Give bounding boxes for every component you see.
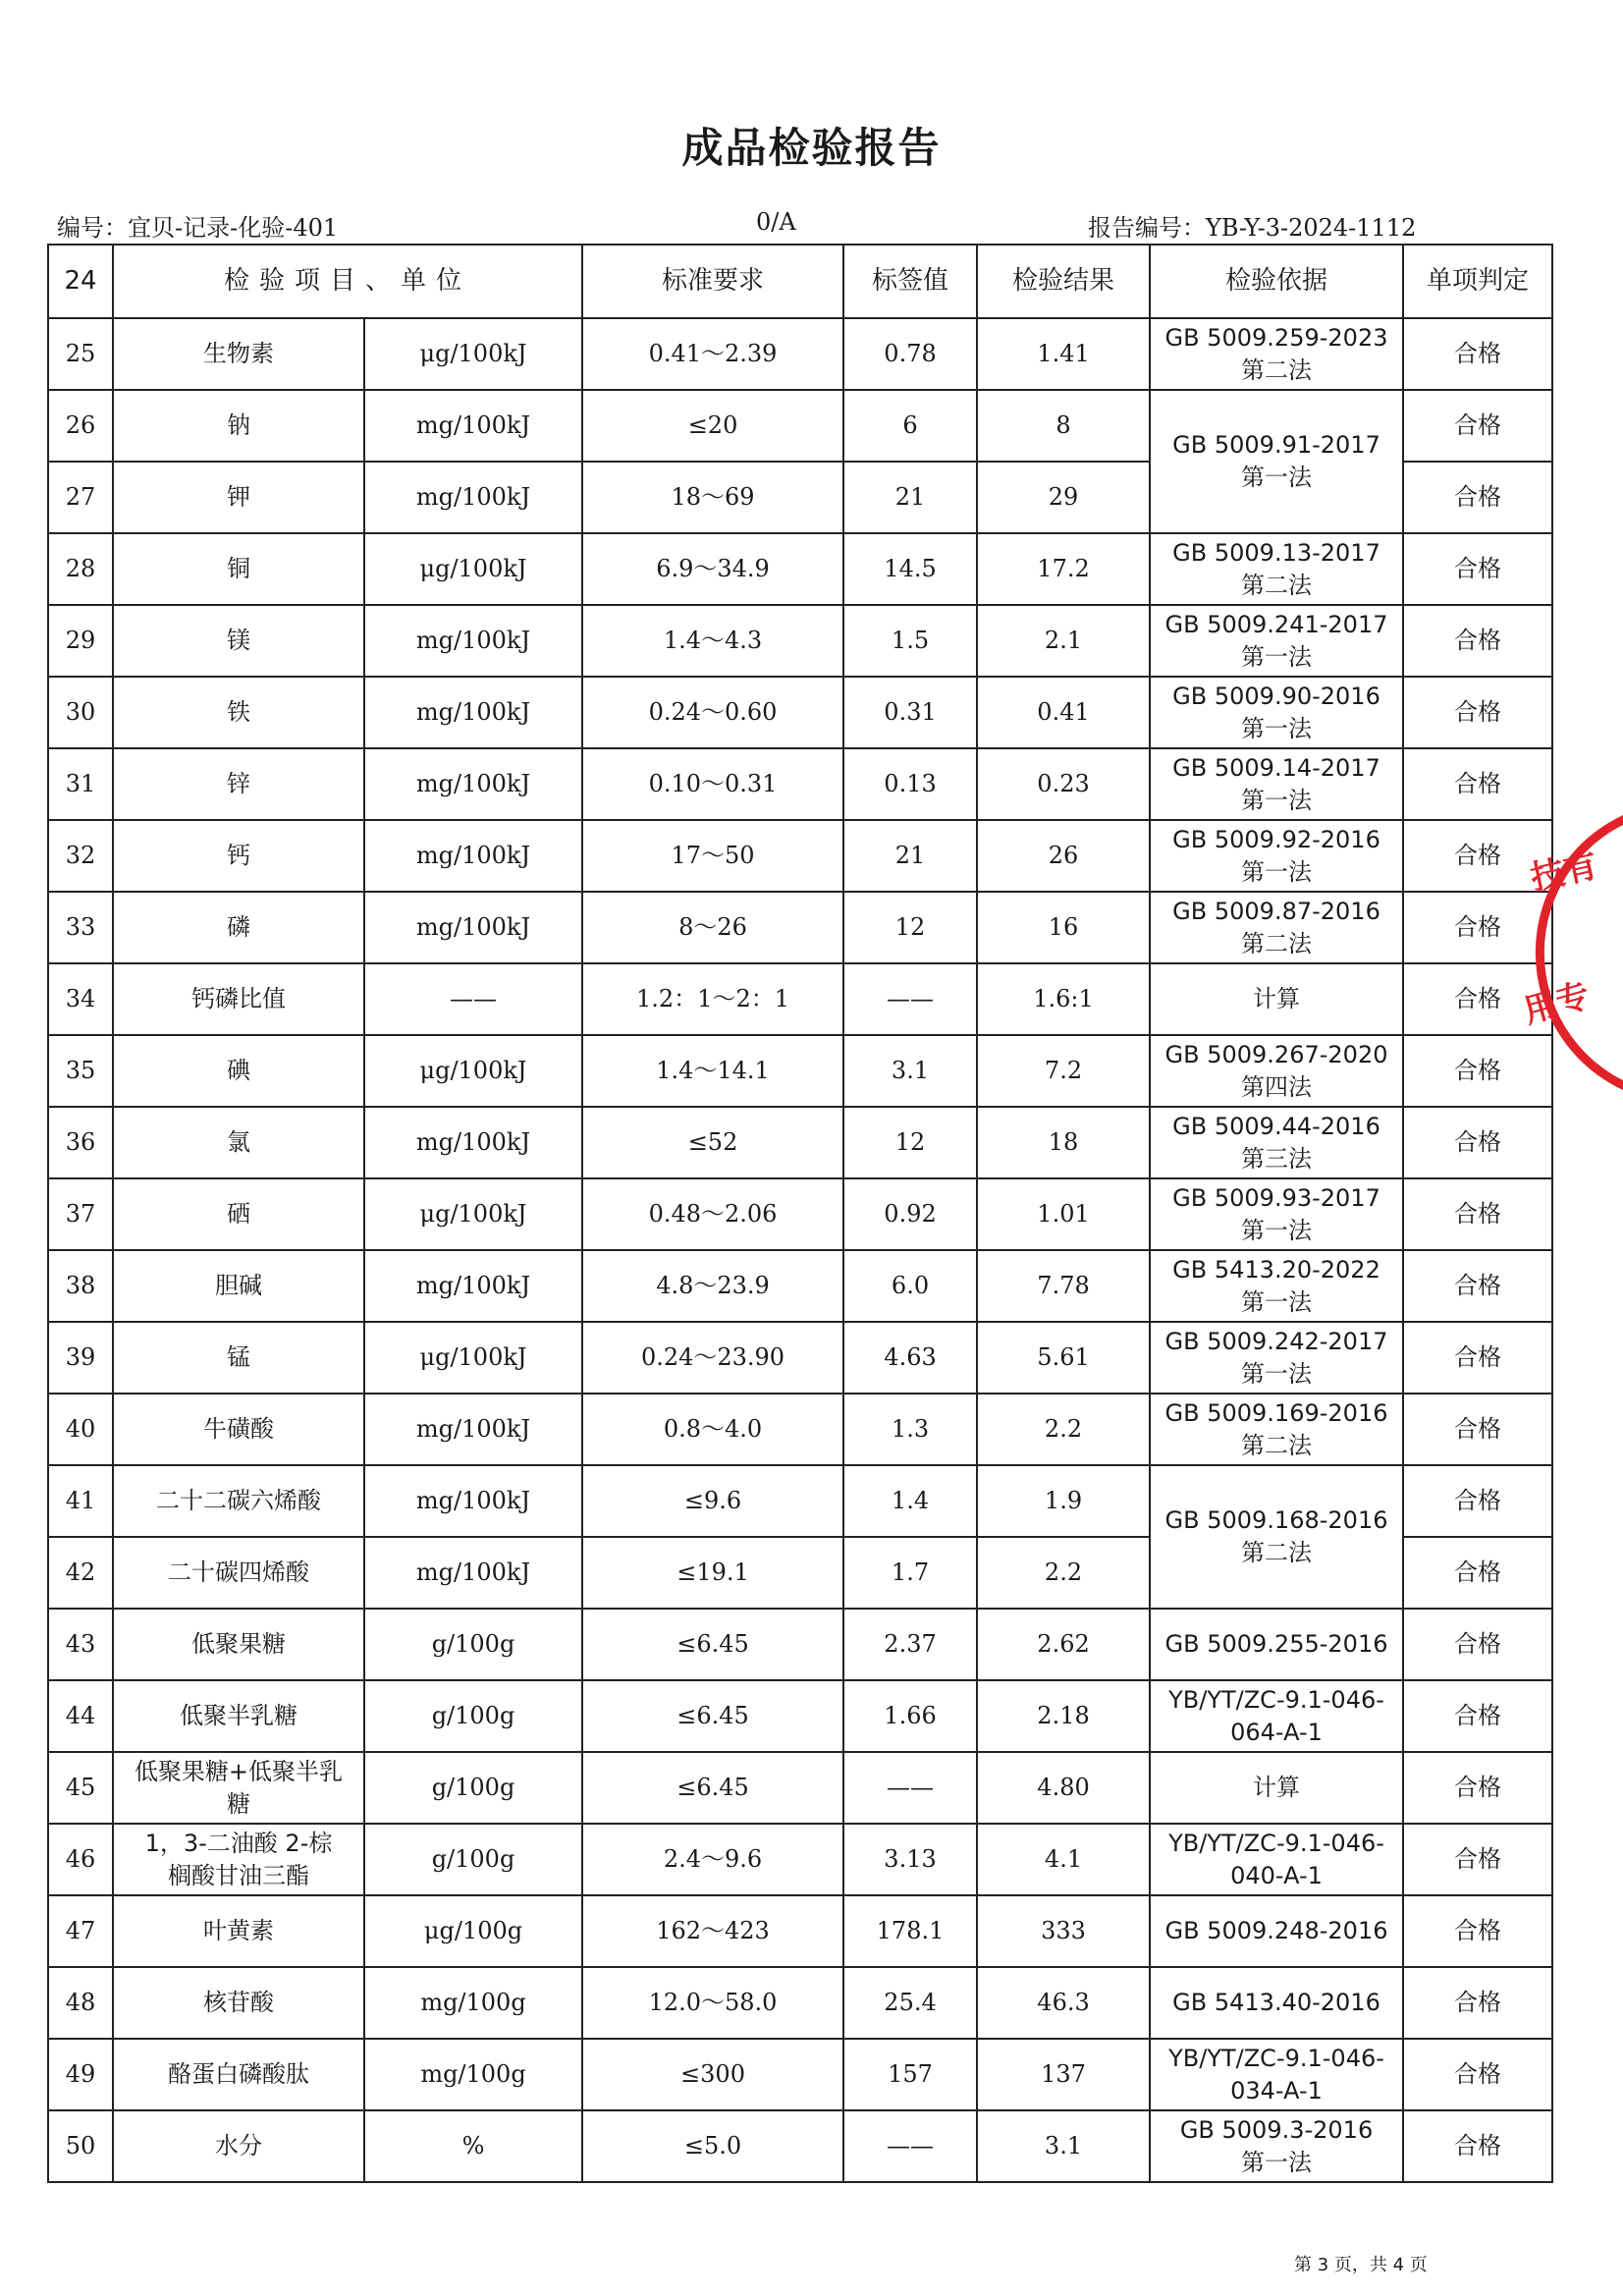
label-value: 6.0 xyxy=(843,1250,977,1322)
unit: mg/100kJ xyxy=(364,605,582,677)
standard-requirement: ≤5.0 xyxy=(582,2110,843,2182)
label-value: 4.63 xyxy=(843,1322,977,1394)
label-value: 25.4 xyxy=(843,1967,977,2039)
judgment: 合格 xyxy=(1403,963,1552,1035)
label-value: 1.3 xyxy=(843,1394,977,1465)
standard-requirement: 0.8～4.0 xyxy=(582,1394,843,1465)
table-row xyxy=(48,677,1552,748)
standard-requirement: 8～26 xyxy=(582,892,843,963)
judgment: 合格 xyxy=(1403,1107,1552,1178)
judgment: 合格 xyxy=(1403,748,1552,820)
item-name: 铁 xyxy=(113,677,364,748)
unit: mg/100g xyxy=(364,2039,582,2110)
unit: μg/100kJ xyxy=(364,1035,582,1107)
test-basis: GB 5009.91-2017 第一法 xyxy=(1150,390,1403,533)
judgment: 合格 xyxy=(1403,1967,1552,2039)
item-name: 钙磷比值 xyxy=(113,963,364,1035)
judgment: 合格 xyxy=(1403,1322,1552,1394)
test-result: 3.1 xyxy=(977,2110,1150,2182)
unit: mg/100kJ xyxy=(364,1394,582,1465)
unit: mg/100kJ xyxy=(364,390,582,462)
judgment: 合格 xyxy=(1403,2039,1552,2110)
standard-requirement: ≤9.6 xyxy=(582,1465,843,1537)
standard-requirement: 4.8～23.9 xyxy=(582,1250,843,1322)
item-name: 二十碳四烯酸 xyxy=(113,1537,364,1609)
item-name: 氯 xyxy=(113,1107,364,1178)
test-result: 1.9 xyxy=(977,1465,1150,1537)
row-number: 46 xyxy=(48,1824,113,1895)
judgment: 合格 xyxy=(1403,1035,1552,1107)
judgment: 合格 xyxy=(1403,1824,1552,1895)
item-name: 钙 xyxy=(113,820,364,892)
item-name: 二十二碳六烯酸 xyxy=(113,1465,364,1537)
row-number: 45 xyxy=(48,1752,113,1824)
row-number: 42 xyxy=(48,1537,113,1609)
unit: μg/100kJ xyxy=(364,318,582,390)
standard-requirement: ≤6.45 xyxy=(582,1680,843,1752)
judgment: 合格 xyxy=(1403,533,1552,605)
table-row xyxy=(48,1394,1552,1465)
label-value: 12 xyxy=(843,892,977,963)
item-name: 水分 xyxy=(113,2110,364,2182)
standard-requirement: ≤6.45 xyxy=(582,1609,843,1680)
test-result: 0.41 xyxy=(977,677,1150,748)
table-row xyxy=(48,1035,1552,1107)
standard-requirement: 1.4～4.3 xyxy=(582,605,843,677)
test-result: 2.1 xyxy=(977,605,1150,677)
row-number: 48 xyxy=(48,1967,113,2039)
test-result: 2.2 xyxy=(977,1537,1150,1609)
table-row xyxy=(48,1178,1552,1250)
item-name: 核苷酸 xyxy=(113,1967,364,2039)
item-name: 低聚半乳糖 xyxy=(113,1680,364,1752)
row-number: 39 xyxy=(48,1322,113,1394)
row-number: 41 xyxy=(48,1465,113,1537)
label-value: —— xyxy=(843,1752,977,1824)
test-basis: 计算 xyxy=(1150,963,1403,1035)
test-basis: GB 5009.168-2016 第二法 xyxy=(1150,1465,1403,1609)
item-name: 叶黄素 xyxy=(113,1895,364,1967)
item-name: 镁 xyxy=(113,605,364,677)
header-result: 检验结果 xyxy=(977,245,1150,318)
judgment: 合格 xyxy=(1403,677,1552,748)
label-value: 1.5 xyxy=(843,605,977,677)
judgment: 合格 xyxy=(1403,1537,1552,1609)
row-number: 47 xyxy=(48,1895,113,1967)
unit: g/100g xyxy=(364,1752,582,1824)
test-result: 18 xyxy=(977,1107,1150,1178)
judgment: 合格 xyxy=(1403,605,1552,677)
test-basis: GB 5009.14-2017 第一法 xyxy=(1150,748,1403,820)
label-value: 12 xyxy=(843,1107,977,1178)
item-name: 钾 xyxy=(113,462,364,533)
table-row xyxy=(48,318,1552,390)
test-result: 46.3 xyxy=(977,1967,1150,2039)
label-value: 3.1 xyxy=(843,1035,977,1107)
row-number: 37 xyxy=(48,1178,113,1250)
stamp-text-2: 用专 xyxy=(1519,975,1595,1032)
table-row xyxy=(48,820,1552,892)
test-basis: GB 5009.259-2023 第二法 xyxy=(1150,318,1403,390)
standard-requirement: 1.4～14.1 xyxy=(582,1035,843,1107)
test-result: 17.2 xyxy=(977,533,1150,605)
unit: mg/100kJ xyxy=(364,462,582,533)
test-basis: YB/YT/ZC-9.1-046- 064-A-1 xyxy=(1150,1680,1403,1752)
test-basis: GB 5009.93-2017 第一法 xyxy=(1150,1178,1403,1250)
standard-requirement: 1.2：1～2：1 xyxy=(582,963,843,1035)
item-name: 锰 xyxy=(113,1322,364,1394)
test-basis: GB 5009.87-2016 第二法 xyxy=(1150,892,1403,963)
header-standard: 标准要求 xyxy=(582,245,843,318)
test-basis: GB 5009.92-2016 第一法 xyxy=(1150,820,1403,892)
standard-requirement: 18～69 xyxy=(582,462,843,533)
judgment: 合格 xyxy=(1403,1895,1552,1967)
item-name: 锌 xyxy=(113,748,364,820)
unit: mg/100kJ xyxy=(364,820,582,892)
label-value: 0.92 xyxy=(843,1178,977,1250)
report-title: 成品检验报告 xyxy=(681,124,942,172)
document-version: 0/A xyxy=(756,208,796,236)
label-value: 2.37 xyxy=(843,1609,977,1680)
judgment: 合格 xyxy=(1403,462,1552,533)
judgment: 合格 xyxy=(1403,1680,1552,1752)
inspection-table xyxy=(47,244,1553,2183)
test-result: 29 xyxy=(977,462,1150,533)
judgment: 合格 xyxy=(1403,1465,1552,1537)
test-result: 0.23 xyxy=(977,748,1150,820)
test-basis: GB 5413.20-2022 第一法 xyxy=(1150,1250,1403,1322)
table-row xyxy=(48,1322,1552,1394)
document-number: 编号：宜贝-记录-化验-401 xyxy=(57,214,339,242)
unit: mg/100kJ xyxy=(364,1250,582,1322)
judgment: 合格 xyxy=(1403,318,1552,390)
row-number: 29 xyxy=(48,605,113,677)
test-basis: GB 5009.90-2016 第一法 xyxy=(1150,677,1403,748)
row-number: 27 xyxy=(48,462,113,533)
row-number: 49 xyxy=(48,2039,113,2110)
item-name: 胆碱 xyxy=(113,1250,364,1322)
label-value: 0.13 xyxy=(843,748,977,820)
table-row xyxy=(48,1609,1552,1680)
standard-requirement: ≤19.1 xyxy=(582,1537,843,1609)
table-row xyxy=(48,2110,1552,2182)
unit: % xyxy=(364,2110,582,2182)
judgment: 合格 xyxy=(1403,892,1552,963)
row-number: 50 xyxy=(48,2110,113,2182)
table-row xyxy=(48,963,1552,1035)
test-result: 2.18 xyxy=(977,1680,1150,1752)
test-basis: GB 5009.255-2016 xyxy=(1150,1609,1403,1680)
label-value: —— xyxy=(843,963,977,1035)
test-result: 8 xyxy=(977,390,1150,462)
test-basis: GB 5009.242-2017 第一法 xyxy=(1150,1322,1403,1394)
item-name: 磷 xyxy=(113,892,364,963)
judgment: 合格 xyxy=(1403,390,1552,462)
test-result: 4.1 xyxy=(977,1824,1150,1895)
table-row xyxy=(48,1752,1552,1824)
standard-requirement: 12.0～58.0 xyxy=(582,1967,843,2039)
test-result: 26 xyxy=(977,820,1150,892)
label-value: 157 xyxy=(843,2039,977,2110)
unit: g/100g xyxy=(364,1609,582,1680)
unit: μg/100kJ xyxy=(364,1322,582,1394)
item-name: 低聚果糖+低聚半乳 糖 xyxy=(113,1752,364,1824)
standard-requirement: 0.41～2.39 xyxy=(582,318,843,390)
table-row xyxy=(48,533,1552,605)
item-name: 1，3-二油酸 2-棕 榈酸甘油三酯 xyxy=(113,1824,364,1895)
table-row xyxy=(48,748,1552,820)
unit: mg/100kJ xyxy=(364,748,582,820)
table-row xyxy=(48,1895,1552,1967)
label-value: —— xyxy=(843,2110,977,2182)
judgment: 合格 xyxy=(1403,1752,1552,1824)
table-row xyxy=(48,2039,1552,2110)
standard-requirement: 0.10～0.31 xyxy=(582,748,843,820)
table-row xyxy=(48,1107,1552,1178)
test-basis: 计算 xyxy=(1150,1752,1403,1824)
test-result: 5.61 xyxy=(977,1322,1150,1394)
judgment: 合格 xyxy=(1403,1394,1552,1465)
test-basis: GB 5009.44-2016 第三法 xyxy=(1150,1107,1403,1178)
test-result: 137 xyxy=(977,2039,1150,2110)
stamp-text-1: 技有 xyxy=(1527,846,1601,899)
unit: mg/100kJ xyxy=(364,1107,582,1178)
header-label-value: 标签值 xyxy=(843,245,977,318)
label-value: 1.7 xyxy=(843,1537,977,1609)
test-basis: GB 5009.267-2020 第四法 xyxy=(1150,1035,1403,1107)
row-number: 40 xyxy=(48,1394,113,1465)
test-basis: YB/YT/ZC-9.1-046- 034-A-1 xyxy=(1150,2039,1403,2110)
unit: mg/100g xyxy=(364,1967,582,2039)
test-basis: GB 5009.169-2016 第二法 xyxy=(1150,1394,1403,1465)
header-basis: 检验依据 xyxy=(1150,245,1403,318)
test-basis: YB/YT/ZC-9.1-046- 040-A-1 xyxy=(1150,1824,1403,1895)
test-basis: GB 5009.3-2016 第一法 xyxy=(1150,2110,1403,2182)
test-basis: GB 5413.40-2016 xyxy=(1150,1967,1403,2039)
judgment: 合格 xyxy=(1403,1609,1552,1680)
page-footer: 第 3 页，共 4 页 xyxy=(1294,2255,1428,2275)
standard-requirement: 0.24～23.90 xyxy=(582,1322,843,1394)
label-value: 21 xyxy=(843,462,977,533)
item-name: 碘 xyxy=(113,1035,364,1107)
item-name: 硒 xyxy=(113,1178,364,1250)
table-row xyxy=(48,390,1552,462)
row-number: 33 xyxy=(48,892,113,963)
test-result: 1.41 xyxy=(977,318,1150,390)
row-number: 32 xyxy=(48,820,113,892)
label-value: 14.5 xyxy=(843,533,977,605)
red-seal-stamp xyxy=(1512,805,1623,1100)
row-number: 26 xyxy=(48,390,113,462)
label-value: 1.66 xyxy=(843,1680,977,1752)
table-header-row xyxy=(48,245,1552,318)
test-result: 2.2 xyxy=(977,1394,1150,1465)
table-row xyxy=(48,1465,1552,1537)
table-row xyxy=(48,1967,1552,2039)
judgment: 合格 xyxy=(1403,2110,1552,2182)
test-result: 1.01 xyxy=(977,1178,1150,1250)
label-value: 0.31 xyxy=(843,677,977,748)
standard-requirement: ≤6.45 xyxy=(582,1752,843,1824)
label-value: 6 xyxy=(843,390,977,462)
item-name: 酪蛋白磷酸肽 xyxy=(113,2039,364,2110)
standard-requirement: ≤300 xyxy=(582,2039,843,2110)
row-number: 35 xyxy=(48,1035,113,1107)
test-result: 16 xyxy=(977,892,1150,963)
table-row xyxy=(48,1824,1552,1895)
unit: mg/100kJ xyxy=(364,677,582,748)
standard-requirement: 17～50 xyxy=(582,820,843,892)
unit: μg/100kJ xyxy=(364,1178,582,1250)
row-number: 36 xyxy=(48,1107,113,1178)
unit: μg/100g xyxy=(364,1895,582,1967)
row-number: 30 xyxy=(48,677,113,748)
row-number: 38 xyxy=(48,1250,113,1322)
unit: μg/100kJ xyxy=(364,533,582,605)
standard-requirement: 162～423 xyxy=(582,1895,843,1967)
judgment: 合格 xyxy=(1403,1250,1552,1322)
standard-requirement: ≤52 xyxy=(582,1107,843,1178)
standard-requirement: ≤20 xyxy=(582,390,843,462)
test-result: 4.80 xyxy=(977,1752,1150,1824)
header-item-unit: 检验项目、单位 xyxy=(113,245,582,318)
unit: g/100g xyxy=(364,1824,582,1895)
item-name: 铜 xyxy=(113,533,364,605)
row-number: 25 xyxy=(48,318,113,390)
report-number: 报告编号：YB-Y-3-2024-1112 xyxy=(1088,214,1417,242)
table-row xyxy=(48,1680,1552,1752)
test-result: 333 xyxy=(977,1895,1150,1967)
test-result: 1.6:1 xyxy=(977,963,1150,1035)
label-value: 178.1 xyxy=(843,1895,977,1967)
item-name: 低聚果糖 xyxy=(113,1609,364,1680)
test-basis: GB 5009.248-2016 xyxy=(1150,1895,1403,1967)
row-number: 43 xyxy=(48,1609,113,1680)
unit: mg/100kJ xyxy=(364,1537,582,1609)
unit: mg/100kJ xyxy=(364,892,582,963)
label-value: 0.78 xyxy=(843,318,977,390)
unit: g/100g xyxy=(364,1680,582,1752)
label-value: 3.13 xyxy=(843,1824,977,1895)
unit: mg/100kJ xyxy=(364,1465,582,1537)
table-row xyxy=(48,1250,1552,1322)
row-number: 34 xyxy=(48,963,113,1035)
test-basis: GB 5009.13-2017 第二法 xyxy=(1150,533,1403,605)
item-name: 牛磺酸 xyxy=(113,1394,364,1465)
test-result: 2.62 xyxy=(977,1609,1150,1680)
header-no: 24 xyxy=(48,245,113,318)
standard-requirement: 2.4～9.6 xyxy=(582,1824,843,1895)
row-number: 44 xyxy=(48,1680,113,1752)
row-number: 31 xyxy=(48,748,113,820)
standard-requirement: 0.48～2.06 xyxy=(582,1178,843,1250)
test-basis: GB 5009.241-2017 第一法 xyxy=(1150,605,1403,677)
test-result: 7.2 xyxy=(977,1035,1150,1107)
item-name: 钠 xyxy=(113,390,364,462)
judgment: 合格 xyxy=(1403,1178,1552,1250)
row-number: 28 xyxy=(48,533,113,605)
judgment: 合格 xyxy=(1403,820,1552,892)
header-judgment: 单项判定 xyxy=(1403,245,1552,318)
label-value: 21 xyxy=(843,820,977,892)
unit: —— xyxy=(364,963,582,1035)
table-row xyxy=(48,605,1552,677)
standard-requirement: 6.9～34.9 xyxy=(582,533,843,605)
standard-requirement: 0.24～0.60 xyxy=(582,677,843,748)
table-row xyxy=(48,892,1552,963)
item-name: 生物素 xyxy=(113,318,364,390)
test-result: 7.78 xyxy=(977,1250,1150,1322)
label-value: 1.4 xyxy=(843,1465,977,1537)
